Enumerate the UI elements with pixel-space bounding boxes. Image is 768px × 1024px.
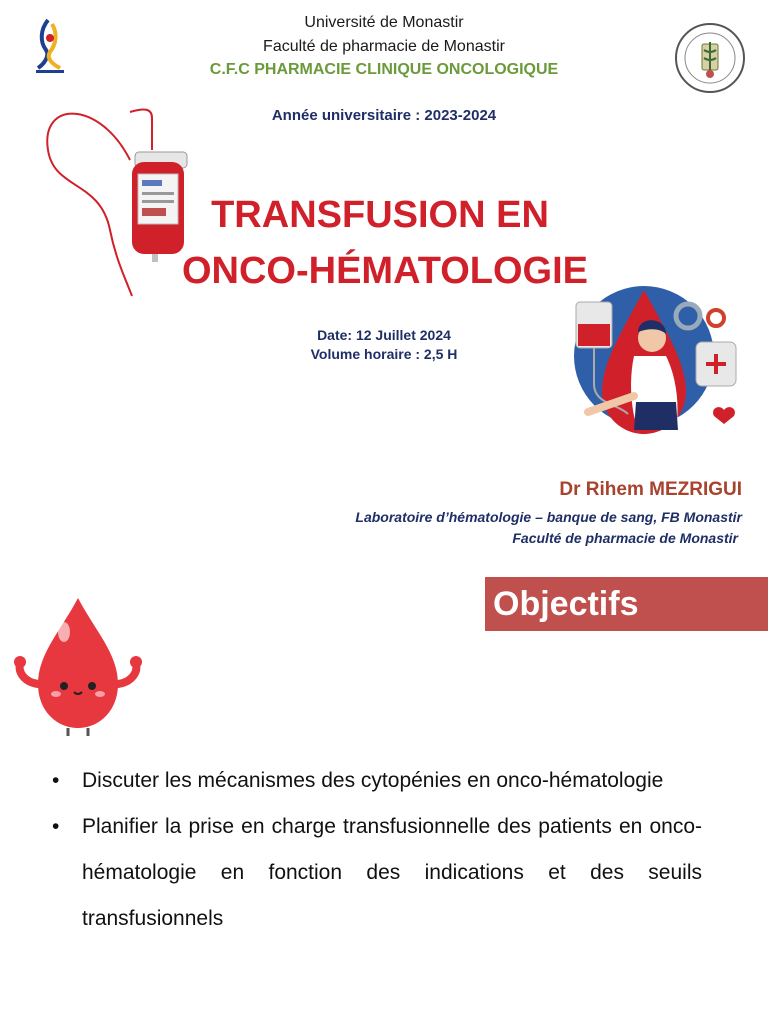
objectives-list bbox=[52, 758, 702, 942]
list-item bbox=[52, 804, 702, 942]
university-name: Université de Monastir bbox=[304, 14, 464, 31]
session-date: Date: 12 Juillet 2024 bbox=[317, 327, 451, 343]
bullet-icon: • bbox=[52, 769, 60, 792]
author-name: Dr Rihem MEZRIGUI bbox=[559, 479, 742, 500]
title-line-1: TRANSFUSION EN bbox=[211, 194, 549, 236]
session-volume: Volume horaire : 2,5 H bbox=[310, 346, 458, 362]
author-faculty: Faculté de pharmacie de Monastir bbox=[512, 530, 738, 546]
patient-transfusion-icon bbox=[568, 284, 744, 454]
objective-text: Planifier la prise en charge transfusionnelle des patients en onco-hématologie en fonction des indications et des seuils transfusionnels bbox=[82, 815, 702, 930]
objective-text: Discuter les mécanismes des cytopénies en onco-hématologie bbox=[82, 769, 664, 792]
bullet-icon: • bbox=[52, 815, 60, 838]
list-item bbox=[52, 758, 702, 804]
faculty-name: Faculté de pharmacie de Monastir bbox=[263, 38, 505, 55]
blood-drop-mascot-icon bbox=[12, 592, 144, 740]
title-line-2: ONCO-HÉMATOLOGIE bbox=[181, 250, 589, 292]
author-lab: Laboratoire d’hématologie – banque de sang, FB Monastir bbox=[355, 509, 742, 525]
objectives-heading: Objectifs bbox=[493, 585, 639, 623]
program-name: C.F.C PHARMACIE CLINIQUE ONCOLOGIQUE bbox=[209, 61, 559, 78]
academic-year: Année universitaire : 2023-2024 bbox=[271, 107, 497, 124]
